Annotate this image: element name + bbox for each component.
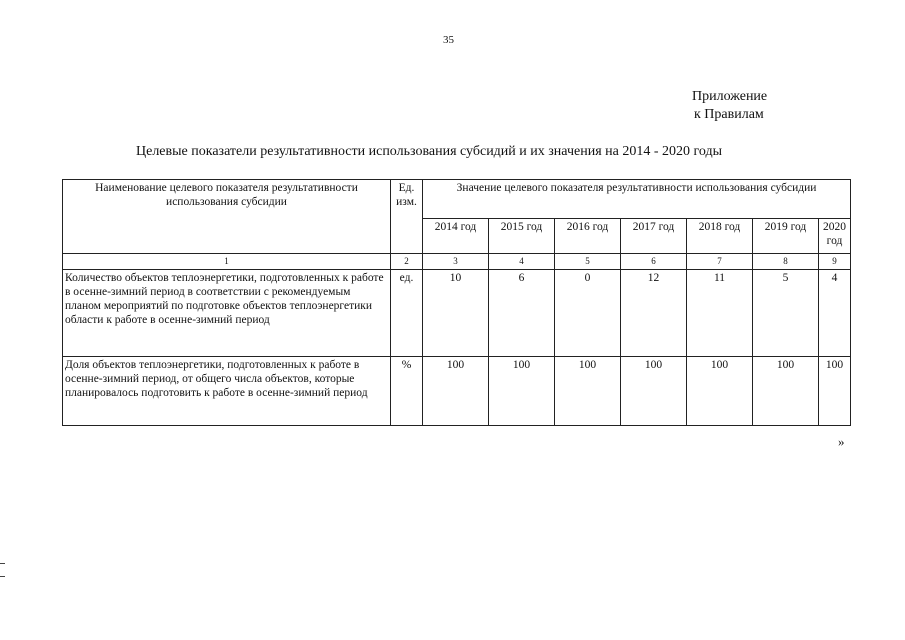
appendix-line-1: Приложение: [692, 89, 768, 104]
column-number: 7: [687, 254, 753, 270]
header-year-2014: 2014 год: [423, 219, 489, 254]
column-number: 9: [819, 254, 851, 270]
margin-tick: [0, 576, 5, 577]
document-title: Целевые показатели результативности использования субсидий и их значения на 2014 - 2020 годы: [136, 144, 723, 159]
value-2020: 4: [819, 270, 851, 357]
indicator-unit: %: [391, 357, 423, 426]
header-year-2019: 2019 год: [753, 219, 819, 254]
table-row: [63, 357, 851, 426]
margin-tick: [0, 563, 5, 564]
value-2018: 100: [687, 357, 753, 426]
value-2016: 0: [555, 270, 621, 357]
column-number: 2: [391, 254, 423, 270]
value-2016: 100: [555, 357, 621, 426]
value-2017: 100: [621, 357, 687, 426]
column-number: 6: [621, 254, 687, 270]
value-2015: 6: [489, 270, 555, 357]
appendix-reference: [692, 88, 767, 124]
page-number: 35: [443, 34, 454, 46]
header-year-2015: 2015 год: [489, 219, 555, 254]
column-number: 4: [489, 254, 555, 270]
indicator-name: Количество объектов теплоэнергетики, подготовленных к работе в осенне-зимний период в соответствии с рекомендуемым планом мероприятий по подготовке объектов теплоэнергетики области к работе в осенне-зимний период: [63, 270, 391, 357]
value-2019: 5: [753, 270, 819, 357]
value-2019: 100: [753, 357, 819, 426]
column-number-row: [63, 254, 851, 270]
indicator-name: Доля объектов теплоэнергетики, подготовленных к работе в осенне-зимний период, от общего числа объектов, которые планировалось подготовить к работе в осенне-зимний период: [63, 357, 391, 426]
appendix-line-2: к Правилам: [694, 107, 764, 122]
value-2015: 100: [489, 357, 555, 426]
value-2017: 12: [621, 270, 687, 357]
header-year-2018: 2018 год: [687, 219, 753, 254]
header-row-1: [63, 180, 851, 219]
value-2014: 100: [423, 357, 489, 426]
indicator-unit: ед.: [391, 270, 423, 357]
value-2020: 100: [819, 357, 851, 426]
table-row: [63, 270, 851, 357]
column-number: 5: [555, 254, 621, 270]
header-indicator-name: Наименование целевого показателя результативности использования субсидии: [63, 180, 391, 254]
column-number: 3: [423, 254, 489, 270]
closing-quote: »: [838, 434, 845, 449]
header-unit: Ед. изм.: [391, 180, 423, 254]
value-2014: 10: [423, 270, 489, 357]
indicators-table: [62, 179, 851, 426]
column-number: 8: [753, 254, 819, 270]
column-number: 1: [63, 254, 391, 270]
header-year-2020: 2020 год: [819, 219, 851, 254]
value-2018: 11: [687, 270, 753, 357]
header-year-2016: 2016 год: [555, 219, 621, 254]
header-year-2017: 2017 год: [621, 219, 687, 254]
header-value-group: Значение целевого показателя результативности использования субсидии: [423, 180, 851, 219]
